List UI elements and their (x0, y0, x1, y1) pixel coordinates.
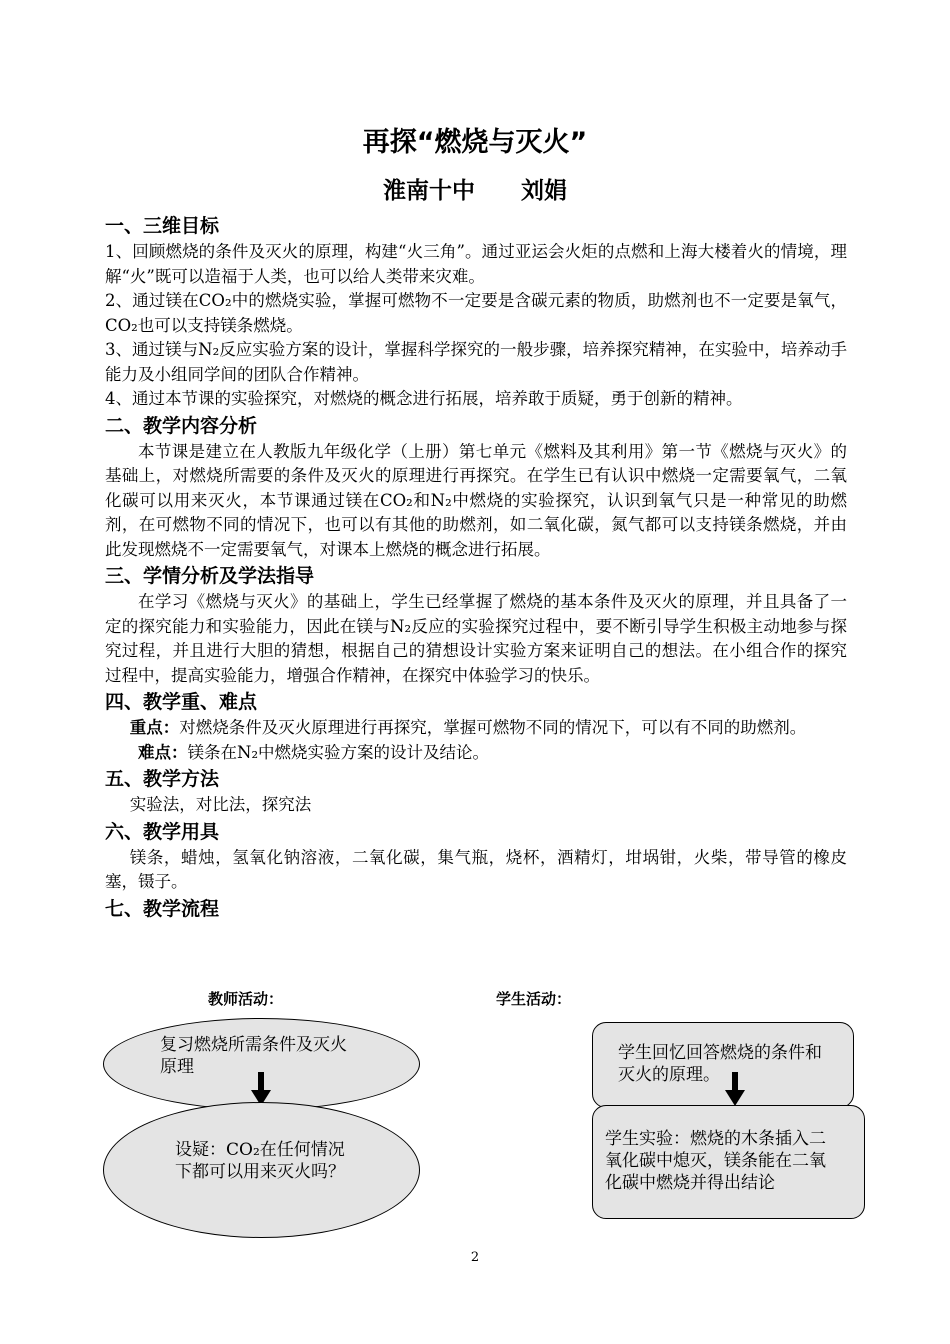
goal-item: 2、通过镁在CO₂中的燃烧实验，掌握可燃物不一定要是含碳元素的物质，助燃剂也不一定要是氧气，CO₂也可以支持镁条燃烧。 (105, 291, 847, 335)
goal-item: 3、通过镁与N₂反应实验方案的设计，掌握科学探究的一般步骤，培养探究精神，在实验中，培养动手能力及小组同学间的团队合作精神。 (105, 340, 847, 384)
goal-item: 4、通过本节课的实验探究，对燃烧的概念进行拓展，培养敢于质疑，勇于创新的精神。 (105, 389, 743, 408)
author-line: 淮南十中 刘娟 (383, 178, 567, 204)
section-heading: 七、教学流程 (105, 897, 220, 920)
section-heading: 六、教学用具 (105, 820, 220, 843)
student-activity-label: 学生活动： (496, 990, 572, 1008)
key-point (105, 716, 847, 741)
page-title: 再探“燃烧与灭火” (362, 127, 588, 158)
methods-text: 实验法，对比法，探究法 (129, 795, 312, 814)
teacher-step-text: 复习燃烧所需条件及灭火原理 (160, 1035, 347, 1077)
section-heading: 一、三维目标 (105, 215, 220, 237)
student-step-text: 学生实验：燃烧的木条插入二氧化碳中熄灭，镁条能在二氧化碳中燃烧并得出结论 (605, 1129, 826, 1193)
section-heading: 四、教学重、难点 (105, 691, 258, 713)
difficult-point (105, 741, 847, 766)
tools-text: 镁条，蜡烛，氢氧化钠溶液，二氧化碳，集气瓶，烧杯，酒精灯，坩埚钳，火柴，带导管的橡皮塞，镊子。 (105, 847, 847, 891)
goal-item: 1、回顾燃烧的条件及灭火的原理，构建“火三角”。通过亚运会火炬的点燃和上海大楼着火的情境，理解“火”既可以造福于人类，也可以给人类带来灾难。 (105, 242, 847, 286)
page-number: 2 (470, 1250, 480, 1265)
difficult-point-text: 镁条在N₂中燃烧实验方案的设计及结论。 (187, 742, 490, 762)
section-heading: 二、教学内容分析 (105, 414, 258, 437)
section-heading: 三、学情分析及学法指导 (105, 565, 315, 587)
teacher-step-text: 设疑：CO₂在任何情况下都可以用来灭火吗？ (175, 1140, 345, 1182)
main-content (105, 212, 847, 923)
section-heading: 五、教学方法 (105, 768, 220, 790)
content-analysis-paragraph: 本节课是建立在人教版九年级化学（上册）第七单元《燃料及其利用》第一节《燃烧与灭火》的基础上，对燃烧所需要的条件及灭火的原理进行再探究。在学生已有认识中燃烧一定需要氧气，二氧化碳可以用来灭火，本节课通过镁在CO₂和N₂中燃烧的实验探究，认识到氧气只是一种常见的助燃剂，在可燃物不同的情况下，也可以有其他的助燃剂，如二氧化碳，氮气都可以支持镁条燃烧，并由此发现燃烧不一定需要氧气，对课本上燃烧的概念进行拓展。 (105, 441, 847, 559)
key-point-label: 重点： (129, 718, 180, 737)
teacher-activity-label: 教师活动： (208, 990, 284, 1008)
key-point-text: 对燃烧条件及灭火原理进行再探究，掌握可燃物不同的情况下，可以有不同的助燃剂。 (179, 718, 807, 737)
student-step-text: 学生回忆回答燃烧的条件和灭火的原理。 (618, 1043, 822, 1085)
learner-analysis-paragraph: 在学习《燃烧与灭火》的基础上，学生已经掌握了燃烧的基本条件及灭火的原理，并且具备了一定的探究能力和实验能力，因此在镁与N₂反应的实验探究过程中，要不断引导学生积极主动地参与探究过程，并且进行大胆的猜想，根据自己的猜想设计实验方案来证明自己的想法。在小组合作的探究过程中，提高实验能力，增强合作精神，在探究中体验学习的快乐。 (105, 592, 847, 685)
difficult-point-label: 难点： (138, 742, 188, 762)
